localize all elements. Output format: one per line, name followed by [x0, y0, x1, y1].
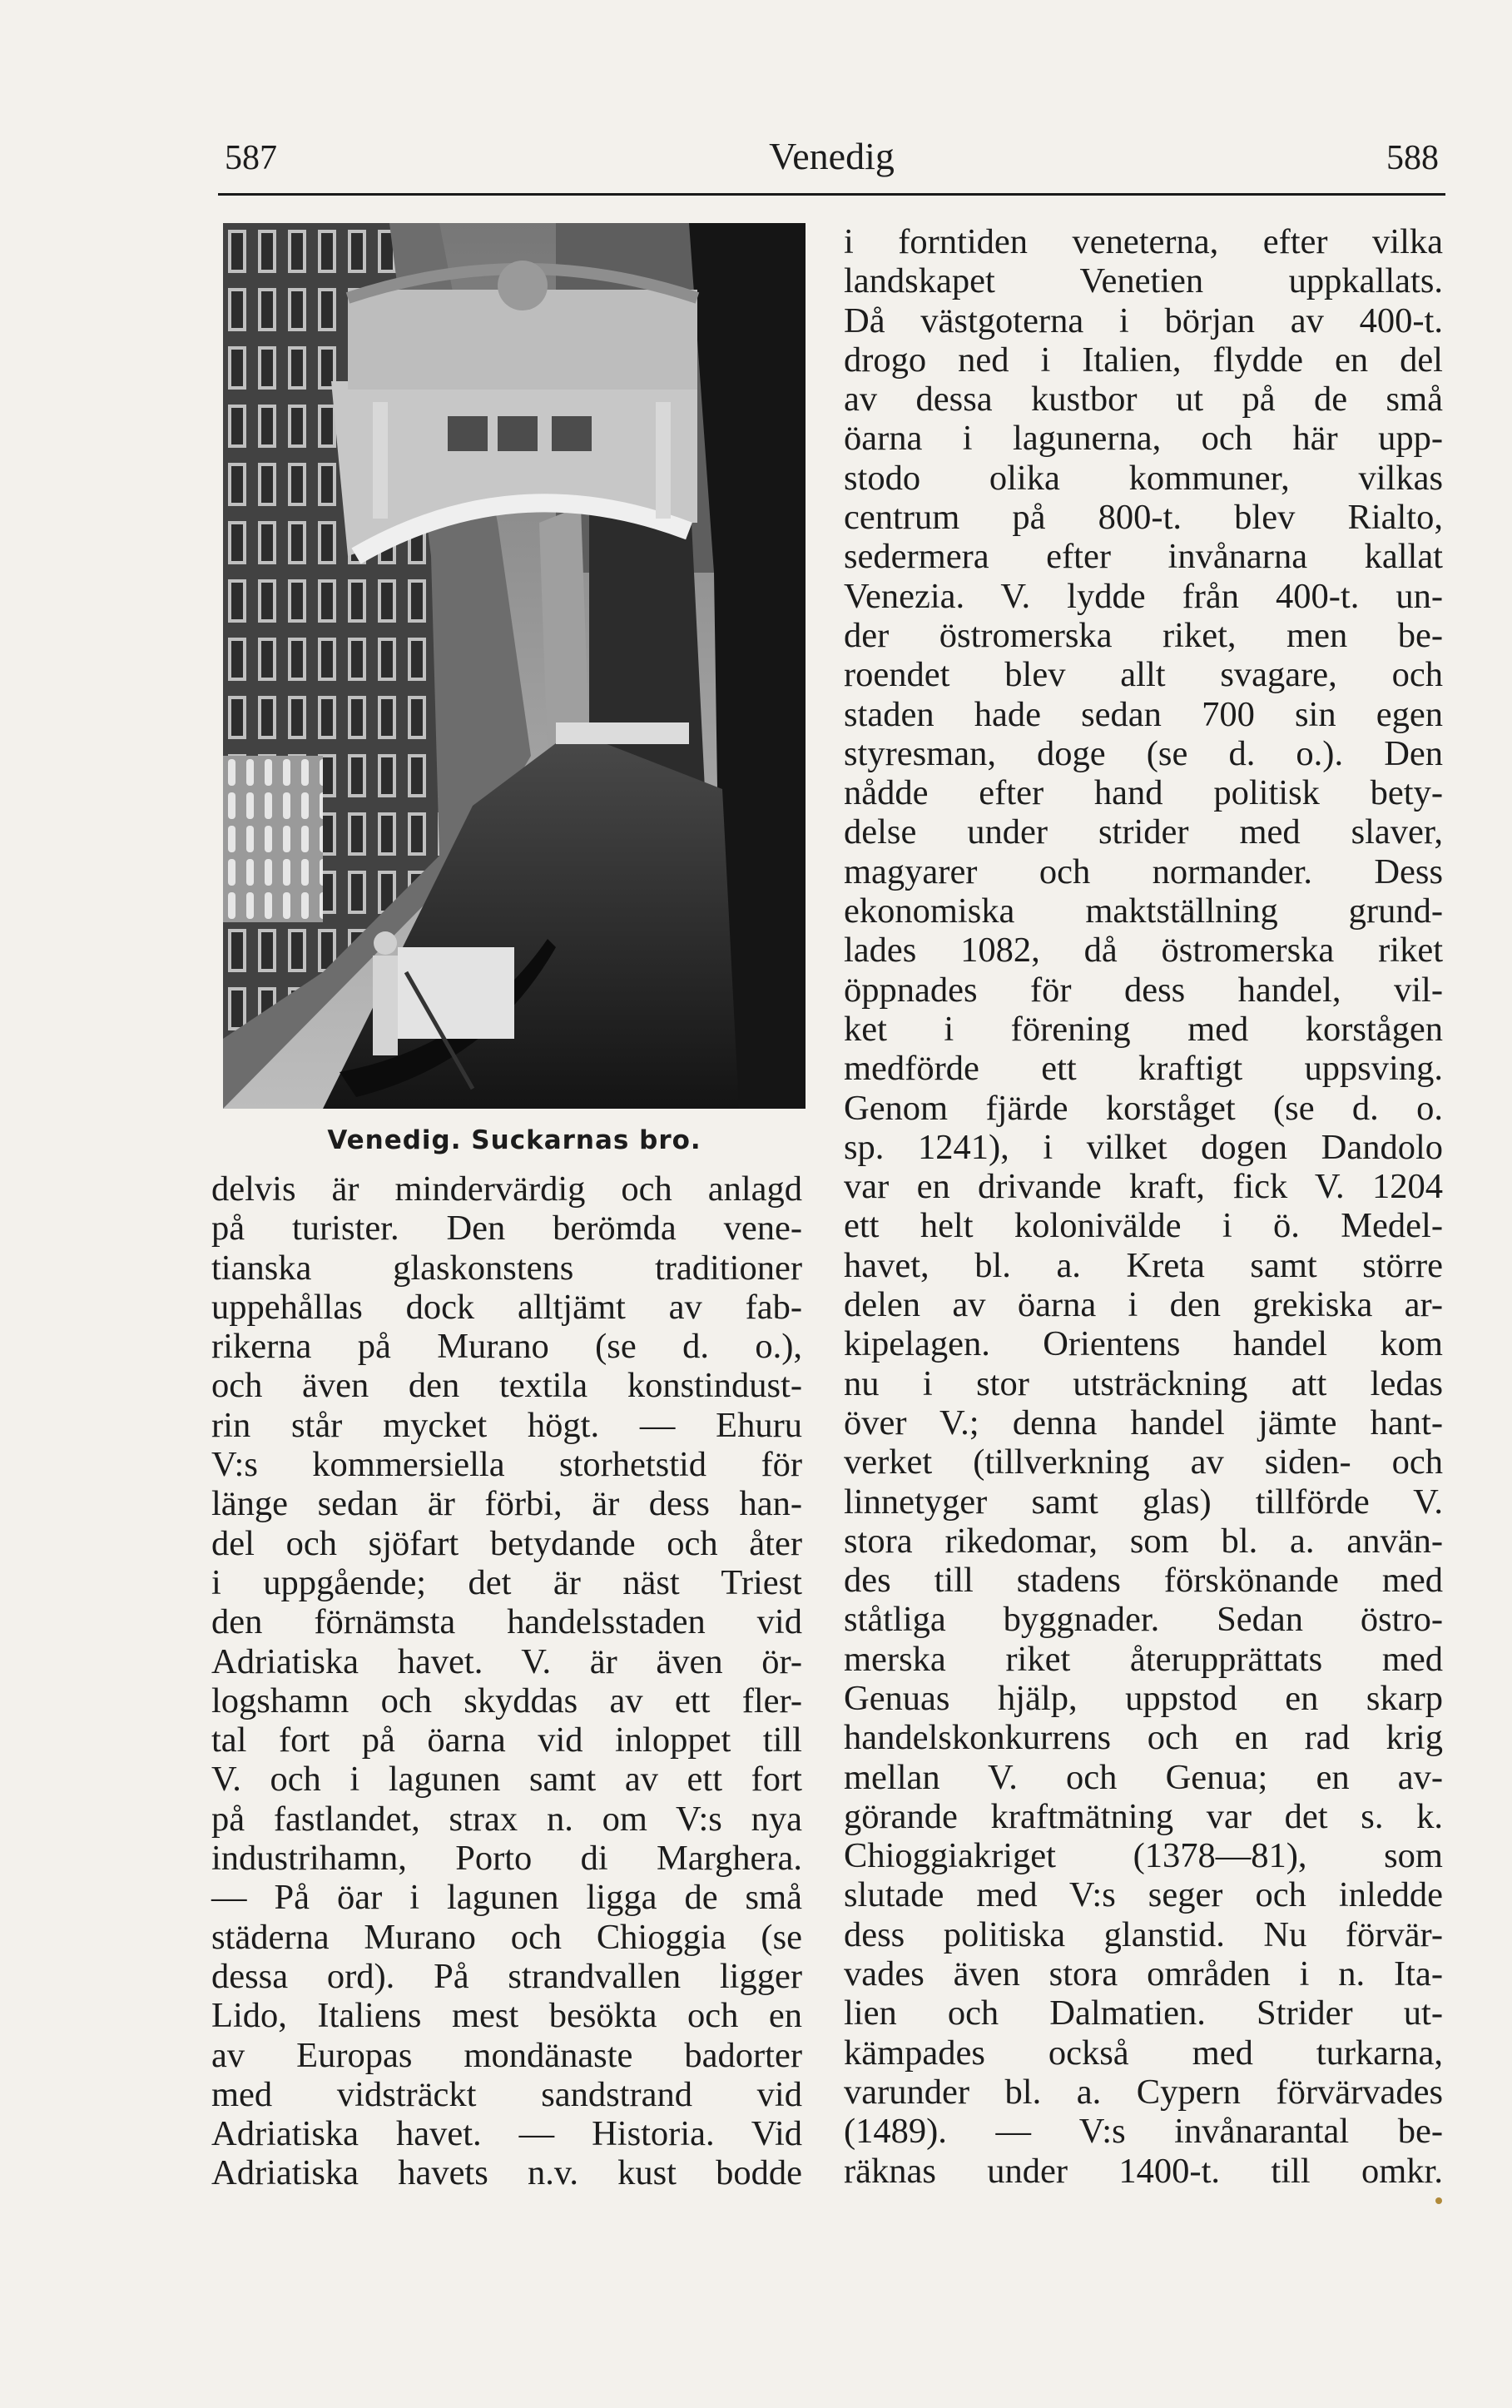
- text-line: des till stadens förskönande med: [844, 1561, 1443, 1601]
- figure-caption: Venedig. Suckarnas bro.: [327, 1125, 701, 1155]
- text-line: Då västgoterna i början av 400-t.: [844, 300, 1443, 340]
- text-line: uppehållas dock alltjämt av fab-: [211, 1287, 802, 1327]
- text-line: på turister. Den berömda vene-: [211, 1209, 802, 1249]
- text-line: Genuas hjälp, uppstod en skarp: [844, 1678, 1443, 1718]
- text-line: dess politiska glanstid. Nu förvär-: [844, 1914, 1443, 1954]
- text-line: av dessa kustbor ut på de små: [844, 380, 1443, 420]
- text-line: staden hade sedan 700 sin egen: [844, 694, 1443, 734]
- text-line: industrihamn, Porto di Marghera.: [211, 1839, 802, 1879]
- text-line: delse under strider med slaver,: [844, 812, 1443, 852]
- text-line: delen av öarna i den grekiska ar-: [844, 1285, 1443, 1325]
- text-line: sedermera efter invånarna kallat: [844, 537, 1443, 577]
- right-page-number: 588: [1386, 139, 1439, 177]
- text-line: centrum på 800-t. blev Rialto,: [844, 498, 1443, 538]
- text-line: kämpades också med turkarna,: [844, 2033, 1443, 2073]
- text-line: görande kraftmätning var det s. k.: [844, 1796, 1443, 1836]
- left-text-column: [211, 1169, 802, 2193]
- text-line: stora rikedomar, som bl. a. använ-: [844, 1521, 1443, 1561]
- text-line: med vidsträckt sandstrand vid: [211, 2074, 802, 2114]
- text-line: rin står mycket högt. — Ehuru: [211, 1405, 802, 1445]
- right-text-column: [844, 222, 1443, 2191]
- text-line: nu i stor utsträckning att ledas: [844, 1363, 1443, 1403]
- running-title: Venedig: [769, 135, 895, 177]
- text-line: och även den textila konstindust-: [211, 1366, 802, 1406]
- text-line: delvis är mindervärdig och anlagd: [211, 1169, 802, 1209]
- text-line: lades 1082, då östromerska riket: [844, 931, 1443, 971]
- text-line: lien och Dalmatien. Strider ut-: [844, 1993, 1443, 2033]
- text-line: merska riket återupprättats med: [844, 1639, 1443, 1679]
- text-line: — På öar i lagunen ligga de små: [211, 1878, 802, 1918]
- text-line: Adriatiska havet. V. är även ör-: [211, 1641, 802, 1681]
- text-line: ett helt kolonivälde i ö. Medel-: [844, 1206, 1443, 1246]
- text-line: Adriatiska havets n.v. kust bodde: [211, 2153, 802, 2193]
- text-line: medförde ett kraftigt uppsving.: [844, 1049, 1443, 1089]
- text-line: tianska glaskonstens traditioner: [211, 1248, 802, 1288]
- text-line: landskapet Venetien uppkallats.: [844, 261, 1443, 301]
- text-line: (1489). — V:s invånarantal be-: [844, 2112, 1443, 2152]
- text-line: den förnämsta handelsstaden vid: [211, 1602, 802, 1642]
- text-line: över V.; denna handel jämte hant-: [844, 1403, 1443, 1442]
- text-line: räknas under 1400-t. till omkr.: [844, 2151, 1443, 2191]
- text-line: linnetyger samt glas) tillförde V.: [844, 1482, 1443, 1522]
- text-line: Lido, Italiens mest besökta och en: [211, 1996, 802, 2036]
- text-line: ståtliga byggnader. Sedan östro-: [844, 1600, 1443, 1640]
- text-line: magyarer och normander. Dess: [844, 851, 1443, 891]
- left-page-number: 587: [225, 139, 277, 177]
- text-line: Genom fjärde korståget (se d. o.: [844, 1088, 1443, 1128]
- text-line: handelskonkurrens och en rad krig: [844, 1718, 1443, 1758]
- text-line: roendet blev allt svagare, och: [844, 655, 1443, 695]
- text-line: var en drivande kraft, fick V. 1204: [844, 1167, 1443, 1207]
- text-line: i forntiden veneterna, efter vilka: [844, 222, 1443, 261]
- text-line: Venezia. V. lydde från 400-t. un-: [844, 576, 1443, 616]
- text-line: Chioggiakriget (1378—81), som: [844, 1836, 1443, 1876]
- text-line: verket (tillverkning av siden- och: [844, 1442, 1443, 1482]
- text-line: rikerna på Murano (se d. o.),: [211, 1327, 802, 1367]
- text-line: ket i förening med korstågen: [844, 1009, 1443, 1049]
- text-line: del och sjöfart betydande och åter: [211, 1523, 802, 1563]
- text-line: vades även stora områden i n. Ita-: [844, 1954, 1443, 1994]
- print-speck: [1435, 2197, 1442, 2204]
- text-line: länge sedan är förbi, är dess han-: [211, 1484, 802, 1524]
- text-line: mellan V. och Genua; en av-: [844, 1757, 1443, 1797]
- text-line: varunder bl. a. Cypern förvärvades: [844, 2072, 1443, 2112]
- text-line: städerna Murano och Chioggia (se: [211, 1917, 802, 1957]
- text-line: öppnades för dess handel, vil-: [844, 970, 1443, 1010]
- text-line: nådde efter hand politisk bety-: [844, 773, 1443, 813]
- bridge-of-sighs-photo: [223, 223, 806, 1109]
- text-line: havet, bl. a. Kreta samt större: [844, 1245, 1443, 1285]
- text-line: sp. 1241), i vilket dogen Dandolo: [844, 1127, 1443, 1167]
- text-line: dessa ord). På strandvallen ligger: [211, 1956, 802, 1996]
- text-line: öarna i lagunerna, och här upp-: [844, 419, 1443, 459]
- text-line: der östromerska riket, men be-: [844, 615, 1443, 655]
- text-line: V. och i lagunen samt av ett fort: [211, 1760, 802, 1800]
- running-header: [218, 127, 1445, 196]
- text-line: på fastlandet, strax n. om V:s nya: [211, 1799, 802, 1839]
- text-line: tal fort på öarna vid inloppet till: [211, 1720, 802, 1760]
- text-line: i uppgående; det är näst Triest: [211, 1562, 802, 1602]
- text-line: Adriatiska havet. — Historia. Vid: [211, 2114, 802, 2154]
- text-line: logshamn och skyddas av ett fler-: [211, 1681, 802, 1720]
- text-line: av Europas mondänaste badorter: [211, 2035, 802, 2075]
- text-line: stodo olika kommuner, vilkas: [844, 458, 1443, 498]
- text-line: kipelagen. Orientens handel kom: [844, 1324, 1443, 1364]
- text-line: V:s kommersiella storhetstid för: [211, 1445, 802, 1485]
- text-line: drogo ned i Italien, flydde en del: [844, 340, 1443, 380]
- text-line: slutade med V:s seger och inledde: [844, 1875, 1443, 1915]
- text-line: ekonomiska maktställning grund-: [844, 891, 1443, 931]
- text-line: styresman, doge (se d. o.). Den: [844, 733, 1443, 773]
